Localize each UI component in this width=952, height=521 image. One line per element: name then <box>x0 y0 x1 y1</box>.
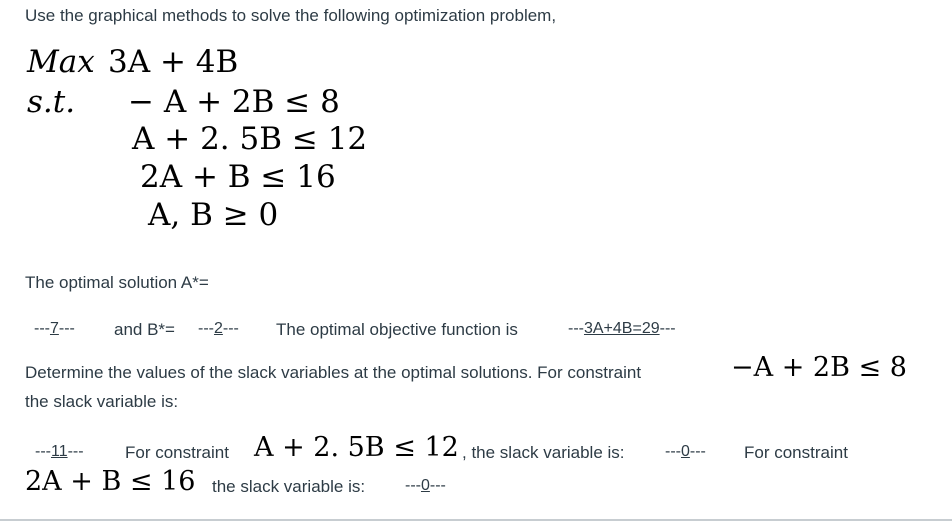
slack-3-value: 0 <box>420 477 430 494</box>
objective-function-label: The optimal objective function is <box>276 320 518 339</box>
subject-to-label: s.t. <box>27 84 76 120</box>
a-star-answer: ---7--- <box>34 320 75 337</box>
b-star-answer: ---2--- <box>198 320 239 337</box>
a-star-value: 7 <box>49 320 59 337</box>
slack-3-label: the slack variable is: <box>212 477 366 496</box>
slack-1-label: the slack variable is: <box>25 392 179 411</box>
slack-constraint-3: 2A + B ≤ 16 <box>25 466 196 497</box>
objective-value: 3A+4B=29 <box>583 320 660 337</box>
slack-1-value: 11 <box>50 443 68 460</box>
objective-expression: 3A + 4B <box>108 44 239 80</box>
b-star-label: and B*= <box>114 320 175 339</box>
slack-constraint-1: −A + 2B ≤ 8 <box>731 352 907 383</box>
constraint-4: A, B ≥ 0 <box>148 197 279 233</box>
optimal-solution-label: The optimal solution A*= <box>25 273 209 292</box>
for-constraint-3-label: For constraint <box>744 443 848 462</box>
objective-prefix: Max <box>27 44 95 80</box>
slack-1-answer: ---11--- <box>35 443 84 460</box>
intro-text: Use the graphical methods to solve the following optimization problem, <box>25 6 557 25</box>
for-constraint-2-label: For constraint <box>125 443 229 462</box>
constraint-1: − A + 2B ≤ 8 <box>128 84 340 120</box>
constraint-3: 2A + B ≤ 16 <box>140 159 336 195</box>
slack-2-label: , the slack variable is: <box>462 443 625 462</box>
slack-3-answer: ---0--- <box>405 477 446 494</box>
objective-value-answer: ---3A+4B=29--- <box>568 320 676 337</box>
slack-2-answer: ---0--- <box>665 443 706 460</box>
slack-2-value: 0 <box>680 443 690 460</box>
constraint-2: A + 2. 5B ≤ 12 <box>132 121 368 157</box>
slack-intro: Determine the values of the slack variables at the optimal solutions. For constraint <box>25 363 642 382</box>
slack-constraint-2: A + 2. 5B ≤ 12 <box>254 432 459 463</box>
b-star-value: 2 <box>213 320 223 337</box>
